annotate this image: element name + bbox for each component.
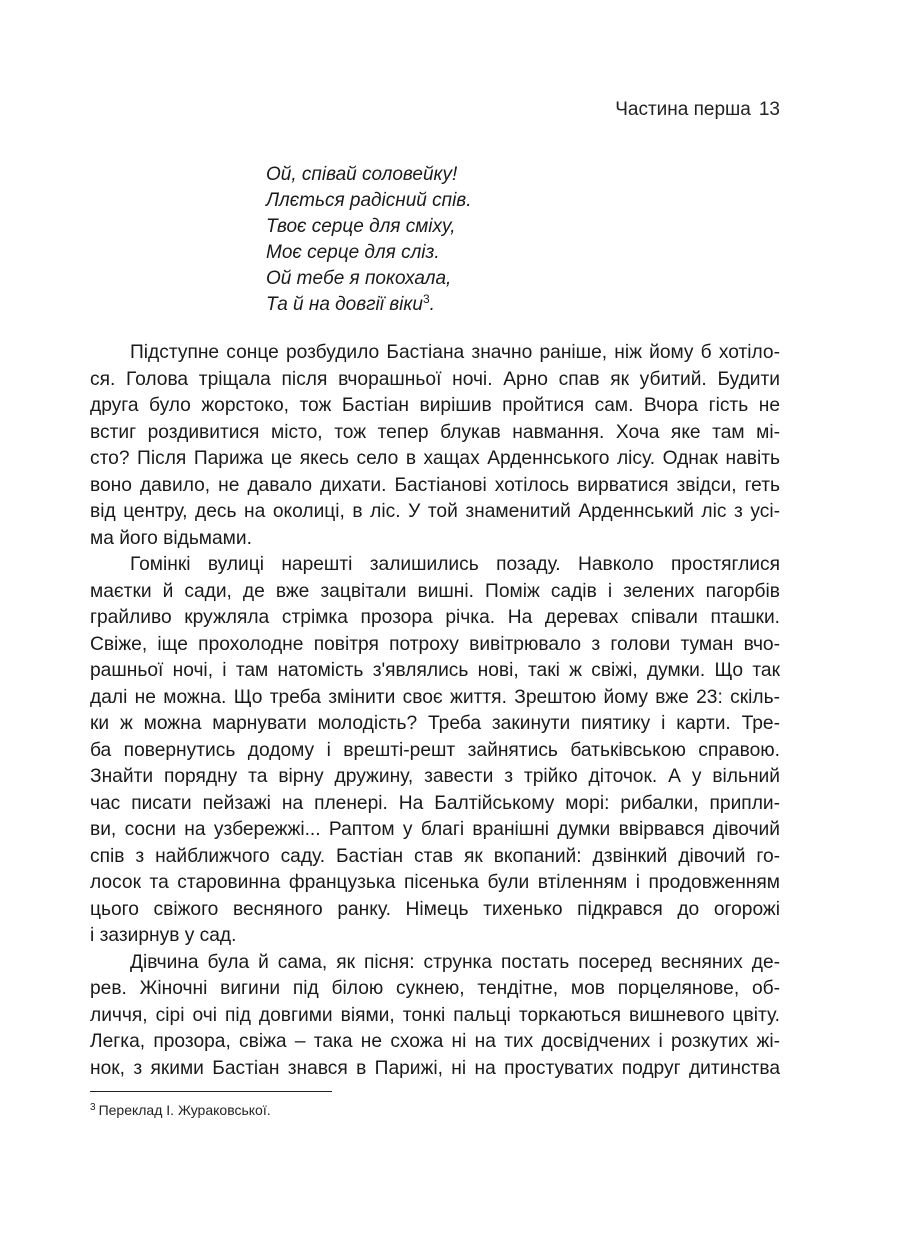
body-text — [90, 340, 780, 1082]
paragraph-line: час писати пейзажі на пленері. На Балтійському морі: рибалки, припли- — [90, 792, 780, 814]
paragraph-line: далі не можна. Що треба змінити своє життя. Зрештою йому вже 23: скіль- — [90, 686, 780, 708]
poem-punctuation: . — [429, 294, 435, 315]
running-header — [615, 98, 780, 122]
paragraph-line: ма його відьмами. — [90, 527, 252, 549]
paragraph-line: Підступне сонце розбудило Бастіана значно раніше, ніж йому б хотіло- — [130, 342, 780, 363]
paragraph-line: цього свіжого весняного ранку. Німець тихенько підкрався до огорожі — [90, 898, 780, 920]
paragraph-line: і зазирнув у сад. — [90, 925, 237, 946]
paragraph-line: маєтки й сади, де вже зацвітали вишні. Поміж садів і зелених пагорбів — [90, 580, 780, 602]
paragraph-line: нок, з якими Бастіан знався в Парижі, ні на простуватих подруг дитинства — [90, 1057, 780, 1079]
paragraph-line: ви, сосни на узбережжі... Раптом у благі вранішні думки ввірвався дівочий — [90, 819, 780, 840]
footnote-text: Переклад І. Жураковської. — [98, 1102, 271, 1118]
footnote — [90, 1101, 271, 1119]
paragraph-line: ба повернутись додому і врешті-решт зайнятись батьківською справою. — [90, 739, 780, 761]
paragraph-line: встиг роздивитися місто, тож тепер блукав навмання. Хоча яке там мі- — [90, 421, 780, 443]
poem-epigraph — [266, 162, 472, 318]
paragraph-line: рев. Жіночні вигини під білою сукнею, тендітне, мов порцелянове, об- — [90, 978, 780, 999]
paragraph-line: Свіже, іще прохолодне повітря потроху вивітрювало з голови туман вчо- — [90, 633, 780, 655]
paragraph-line: від центру, десь на околиці, в ліс. У той знаменитий Арденнський ліс з усі- — [90, 501, 780, 522]
footnote-divider — [90, 1091, 332, 1092]
footnote-reference: 3 — [422, 292, 430, 306]
poem-line: Ой тебе я покохала, — [266, 268, 452, 289]
poem-line-last — [266, 292, 472, 318]
paragraph-line: Дівчина була й сама, як пісня: струнка постать посеред весняних де- — [130, 951, 780, 973]
paragraph-line: воно давило, не давало дихати. Бастіанові хотілось вирватися звідси, геть — [90, 474, 780, 496]
paragraph-line: друга було жорстоко, тож Бастіан вирішив пройтися сам. Вчора гість не — [90, 395, 780, 416]
paragraph-line: спів з найближчого саду. Бастіан став як вкопаний: дзвінкий дівочий го- — [90, 845, 780, 867]
paragraph-line: Легка, прозора, свіжа – така не схожа ні на тих досвідчених і розкутих жі- — [90, 1031, 780, 1052]
poem-line: Та й на довгії віки — [266, 294, 423, 315]
page-number: 13 — [758, 99, 780, 120]
paragraph-line: лосок та старовинна французька пісенька були втіленням і продовженням — [90, 872, 780, 893]
paragraph-line: ки ж можна марнувати молодість? Треба закинути пиятику і карти. Тре- — [90, 713, 780, 734]
poem-line: Твоє серце для сміху, — [266, 216, 456, 237]
poem-line: Ой, співай соловейку! — [266, 164, 458, 185]
paragraph-line: сто? Після Парижа це якесь село в хащах Арденнського лісу. Однак навіть — [90, 448, 780, 469]
paragraph-line: рашньої ночі, і там натомість з'являлись нові, такі ж свіжі, думки. Що так — [90, 660, 780, 681]
footnote-marker: 3 — [90, 1102, 96, 1113]
section-title: Частина перша — [615, 99, 751, 120]
paragraph-line: личчя, сірі очі під довгими віями, тонкі пальці торкаються вишневого цвіту. — [90, 1004, 780, 1026]
poem-line: Ллється радісний спів. — [266, 190, 472, 211]
paragraph-line: ся. Голова тріщала після вчорашньої ночі. Арно спав як убитий. Будити — [90, 368, 780, 390]
paragraph-line: Гомінкі вулиці нарешті залишились позаду. Навколо простяглися — [130, 554, 780, 575]
poem-line: Моє серце для сліз. — [266, 242, 440, 263]
paragraph-line: грайливо кружляла стрімка прозора річка. На деревах співали пташки. — [90, 607, 780, 628]
paragraph-line: Знайти порядну та вірну дружину, завести з трійко діточок. А у вільний — [90, 766, 780, 787]
